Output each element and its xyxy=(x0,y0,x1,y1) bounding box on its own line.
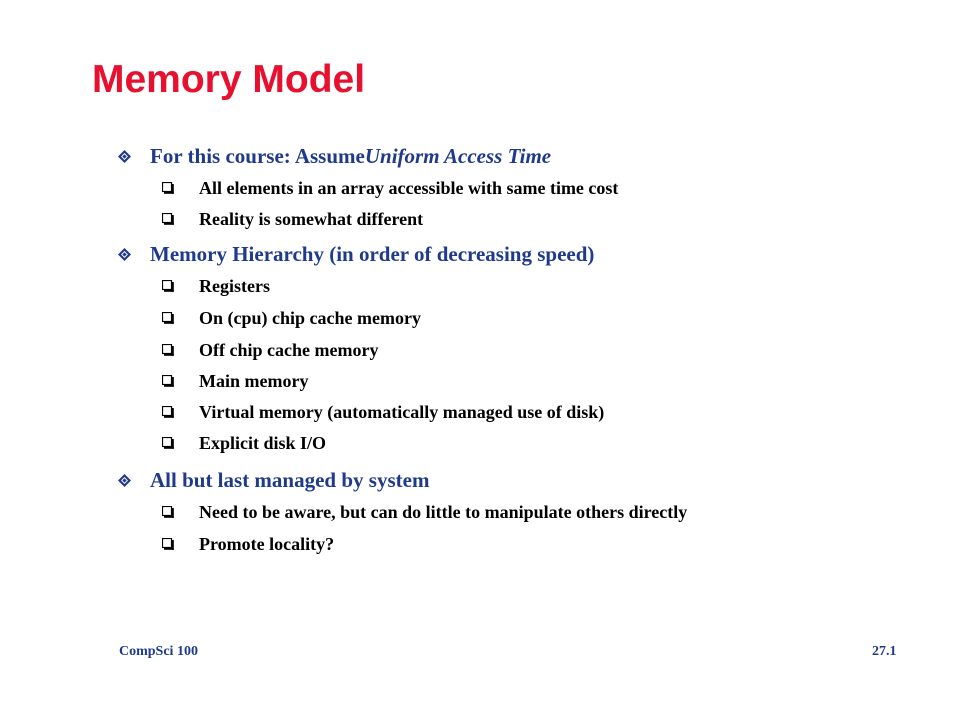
bullet-text: Registers xyxy=(199,275,270,296)
bullet-text: Memory Hierarchy (in order of decreasing speed) xyxy=(150,241,595,266)
bullet-item-level2 xyxy=(162,399,604,425)
bullet-text: All but last managed by system xyxy=(150,467,430,492)
bullet-item-level2 xyxy=(162,273,270,299)
square-bullet-icon xyxy=(162,280,199,292)
square-bullet-icon xyxy=(162,437,199,449)
bullet-text: Explicit disk I/O xyxy=(199,432,327,453)
bullet-text: Promote locality? xyxy=(199,533,335,554)
square-bullet-icon xyxy=(162,506,199,518)
bullet-text: Need to be aware, but can do little to manipulate others directly xyxy=(199,501,688,522)
bullet-text: For this course: Assume xyxy=(150,143,365,168)
bullet-text: Virtual memory (automatically managed use of disk) xyxy=(199,401,605,422)
square-bullet-icon xyxy=(162,406,199,418)
bullet-item-level2 xyxy=(162,499,687,525)
bullet-text: On (cpu) chip cache memory xyxy=(199,307,421,328)
square-bullet-icon xyxy=(162,182,199,194)
diamond-bullet-icon xyxy=(118,474,150,487)
square-bullet-icon xyxy=(162,375,199,387)
footer-page-number: 27.1 xyxy=(872,644,897,659)
diamond-bullet-icon xyxy=(118,248,150,261)
square-bullet-icon xyxy=(162,312,199,324)
bullet-item-level2 xyxy=(162,175,618,201)
bullet-text: All elements in an array accessible with same time cost xyxy=(199,177,619,198)
square-bullet-icon xyxy=(162,213,199,225)
bullet-text: Reality is somewhat different xyxy=(199,208,424,229)
bullet-text: Off chip cache memory xyxy=(199,339,379,360)
bullet-item-level2 xyxy=(162,305,421,331)
square-bullet-icon xyxy=(162,538,199,550)
footer-course: CompSci 100 xyxy=(119,644,198,659)
bullet-item-level1 xyxy=(118,141,551,171)
bullet-text-emphasis: Uniform Access Time xyxy=(364,143,552,168)
slide-title: Memory Model xyxy=(92,58,366,101)
bullet-item-level1 xyxy=(118,465,429,495)
diamond-bullet-icon xyxy=(118,150,150,163)
bullet-item-level1 xyxy=(118,239,594,269)
bullet-text: Main memory xyxy=(199,370,309,391)
bullet-item-level2 xyxy=(162,430,326,456)
bullet-item-level2 xyxy=(162,368,308,394)
bullet-item-level2 xyxy=(162,531,334,557)
bullet-item-level2 xyxy=(162,206,423,232)
square-bullet-icon xyxy=(162,344,199,356)
bullet-item-level2 xyxy=(162,337,378,363)
